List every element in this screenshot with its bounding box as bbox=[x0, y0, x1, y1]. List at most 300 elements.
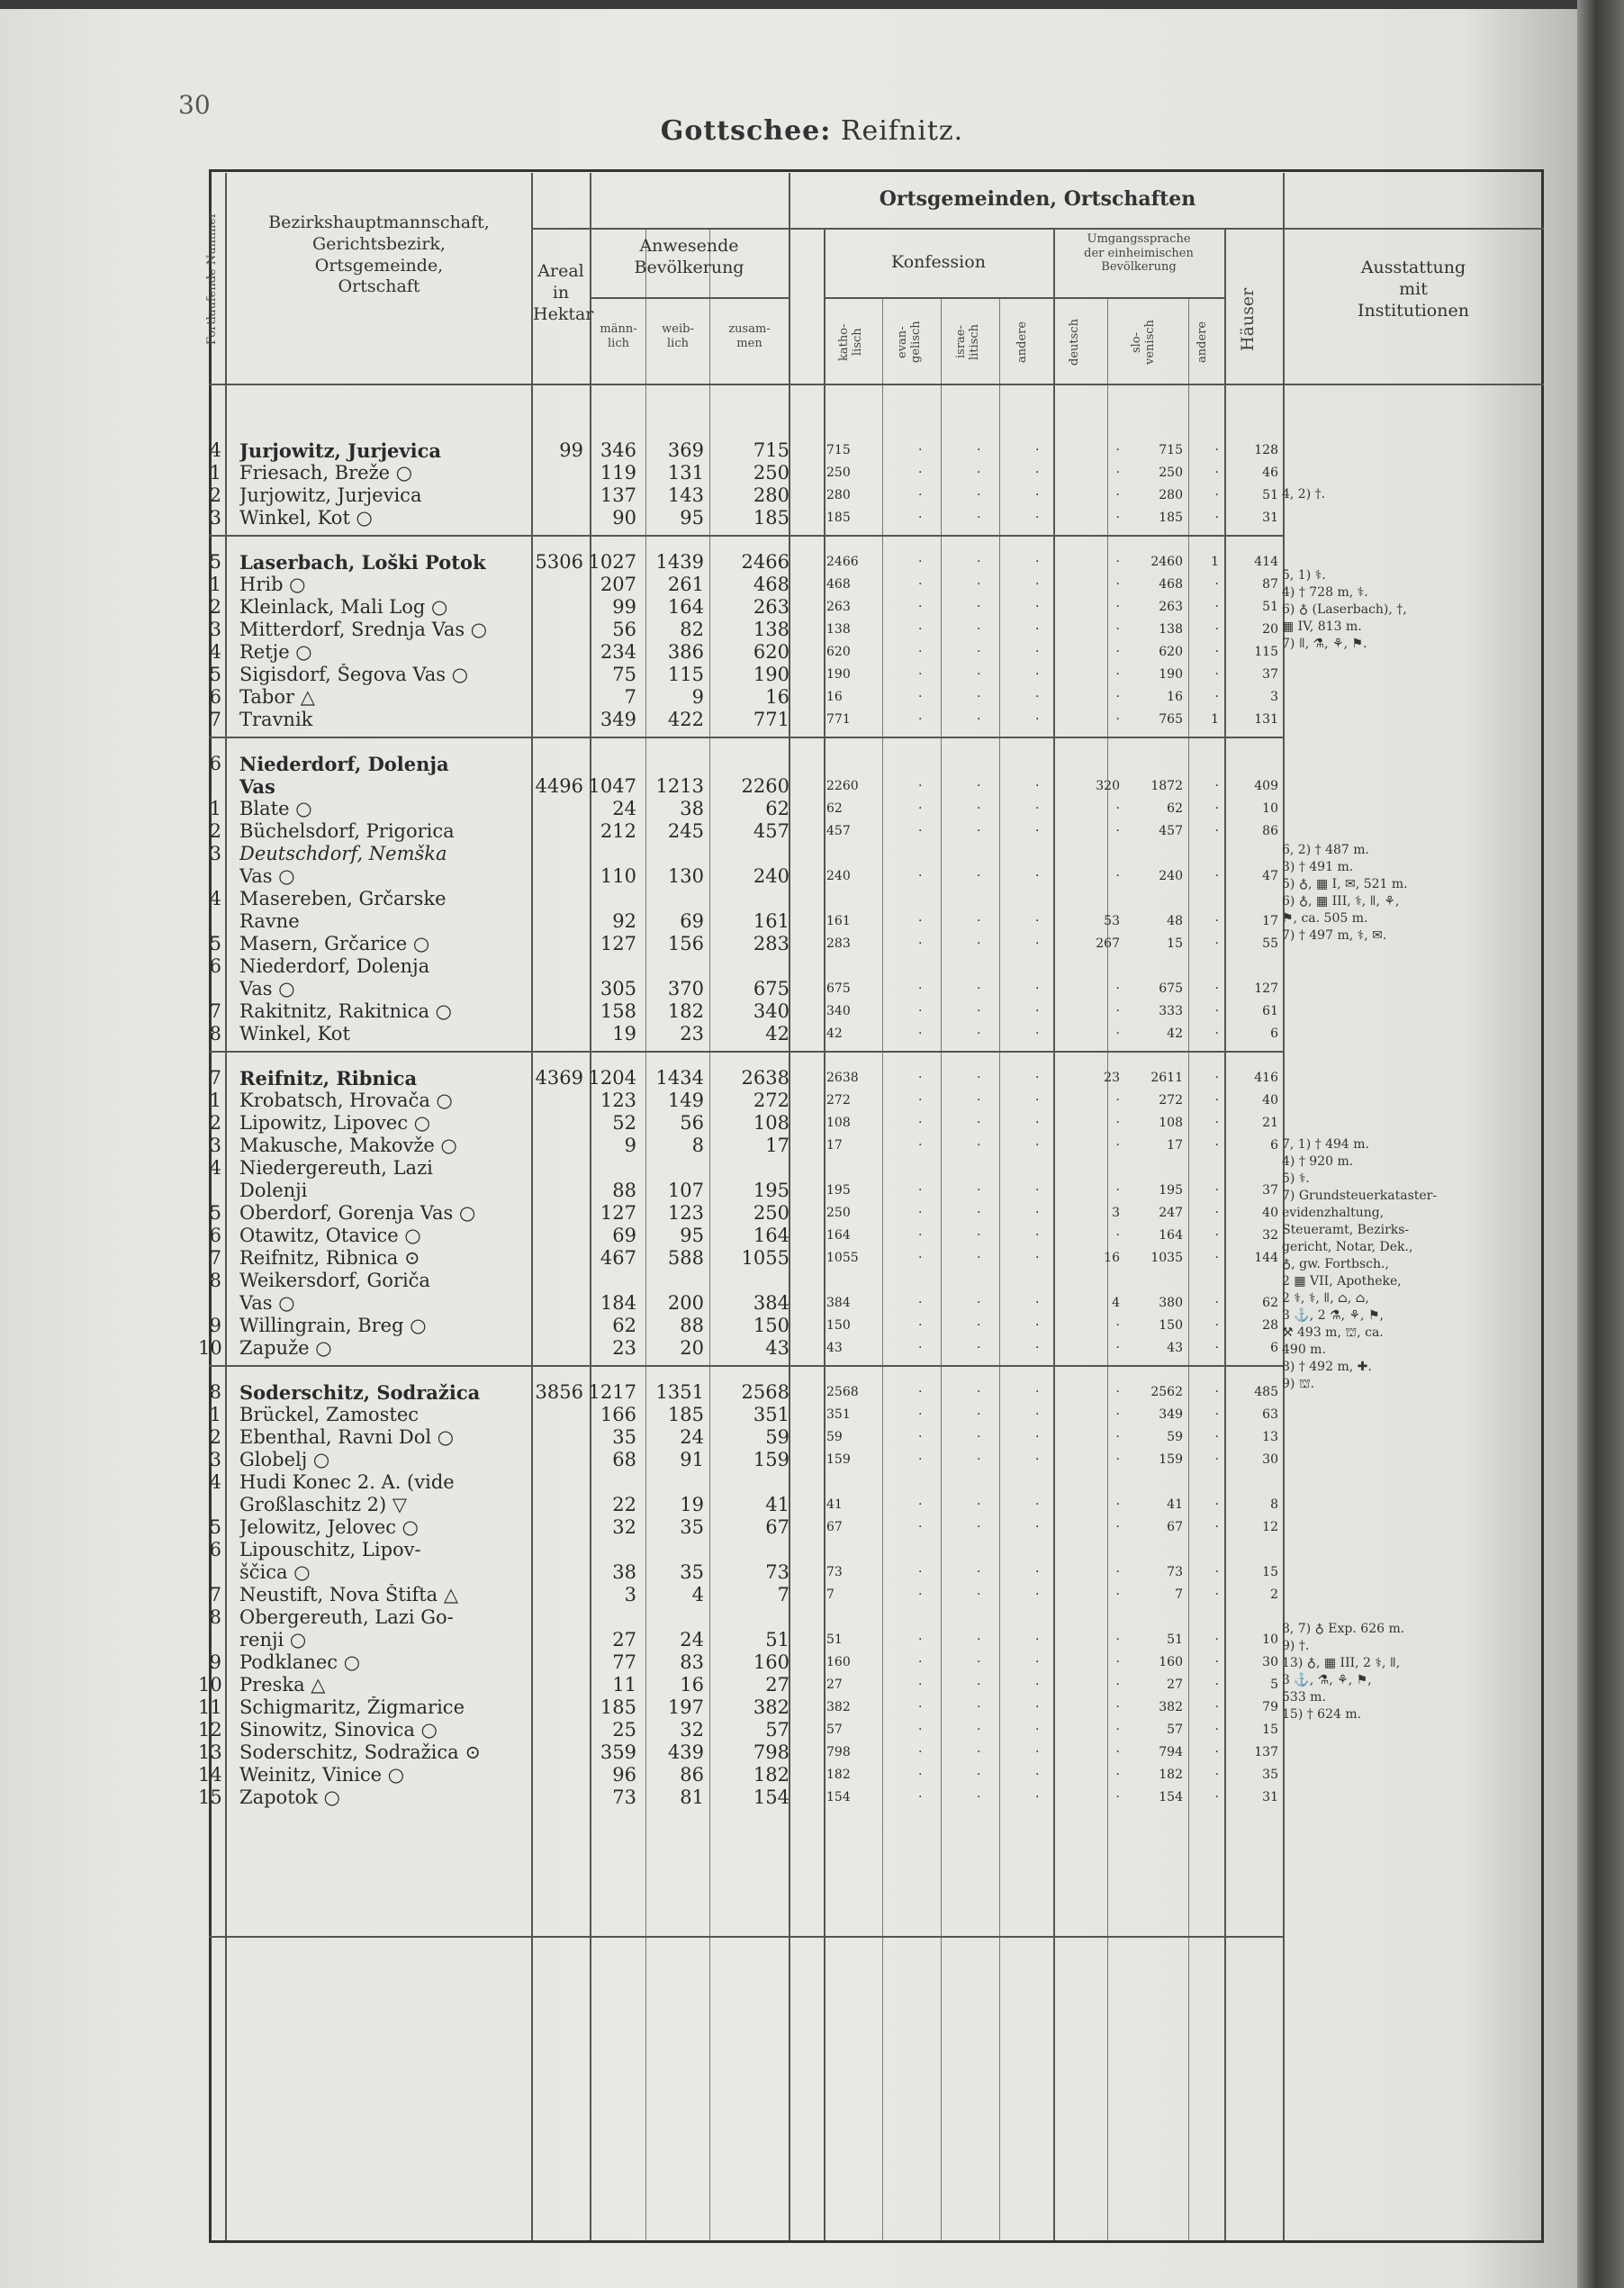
slovenisch-value: 41 bbox=[1167, 1497, 1183, 1512]
table-row bbox=[0, 664, 1624, 686]
slovenisch-value: 59 bbox=[1167, 1430, 1183, 1444]
dot-mark: · bbox=[1035, 936, 1040, 951]
slovenisch-value: 794 bbox=[1159, 1745, 1183, 1759]
row-number: 3 bbox=[209, 843, 221, 864]
haeuser-value: 87 bbox=[1262, 577, 1278, 592]
deutsch-value: · bbox=[1115, 1228, 1120, 1243]
zusammen-value: 675 bbox=[753, 978, 789, 999]
table-row bbox=[0, 1090, 1624, 1112]
row-number: 10 bbox=[198, 1674, 222, 1696]
dot-mark: · bbox=[1035, 1093, 1040, 1108]
dot-mark: · bbox=[918, 1026, 923, 1041]
zusammen-value: 150 bbox=[753, 1315, 789, 1336]
place-name: Brückel, Zamostec bbox=[239, 1404, 420, 1425]
header-konfession: Konfession bbox=[891, 252, 986, 272]
deutsch-value: 3 bbox=[1112, 1206, 1120, 1220]
dot-mark: · bbox=[977, 577, 981, 592]
deutsch-value: · bbox=[1115, 1183, 1120, 1198]
header-ausstattung: Ausstattung mit Institutionen bbox=[1358, 258, 1469, 321]
row-number: 3 bbox=[209, 1135, 221, 1156]
weiblich-value: 19 bbox=[680, 1494, 704, 1515]
zusammen-value: 62 bbox=[765, 798, 789, 819]
row-number: 4 bbox=[209, 1157, 221, 1179]
katholisch-value: 182 bbox=[826, 1768, 851, 1782]
dot-mark: · bbox=[1035, 1520, 1040, 1534]
dot-mark: · bbox=[1035, 1183, 1040, 1198]
dot-mark: · bbox=[1035, 1565, 1040, 1579]
dot-mark: · bbox=[977, 1768, 981, 1782]
dot-mark: · bbox=[1035, 645, 1040, 659]
row-number: 8 bbox=[209, 1606, 221, 1628]
maennlich-value: 349 bbox=[600, 709, 636, 730]
katholisch-value: 457 bbox=[826, 824, 851, 838]
weiblich-value: 95 bbox=[680, 1225, 704, 1246]
slovenisch-value: 16 bbox=[1167, 690, 1183, 704]
dot-mark: · bbox=[977, 466, 981, 480]
place-name: Krobatsch, Hrovača ○ bbox=[239, 1090, 453, 1111]
andere-value: · bbox=[1214, 645, 1219, 659]
deutsch-value: 320 bbox=[1096, 779, 1120, 793]
haeuser-value: 115 bbox=[1254, 645, 1278, 659]
andere-value: · bbox=[1214, 869, 1219, 883]
zusammen-value: 185 bbox=[753, 507, 789, 529]
haeuser-value: 6 bbox=[1270, 1026, 1278, 1041]
place-name: Lipouschitz, Lipov- bbox=[239, 1539, 421, 1560]
haeuser-value: 10 bbox=[1262, 801, 1278, 816]
haeuser-value: 55 bbox=[1262, 936, 1278, 951]
areal-value: 4369 bbox=[535, 1067, 583, 1089]
katholisch-value: 27 bbox=[826, 1678, 843, 1692]
place-name: Weinitz, Vinice ○ bbox=[239, 1764, 405, 1786]
slovenisch-value: 108 bbox=[1159, 1116, 1183, 1130]
katholisch-value: 42 bbox=[826, 1026, 843, 1041]
deutsch-value: · bbox=[1115, 443, 1120, 457]
slovenisch-value: 154 bbox=[1159, 1790, 1183, 1804]
weiblich-value: 197 bbox=[667, 1696, 704, 1718]
dot-mark: · bbox=[1035, 801, 1040, 816]
katholisch-value: 2568 bbox=[826, 1385, 859, 1399]
deutsch-value: 267 bbox=[1096, 936, 1120, 951]
katholisch-value: 190 bbox=[826, 667, 851, 682]
andere-value: · bbox=[1214, 1587, 1219, 1602]
katholisch-value: 67 bbox=[826, 1520, 843, 1534]
dot-mark: · bbox=[1035, 1678, 1040, 1692]
slovenisch-value: 7 bbox=[1175, 1587, 1183, 1602]
dot-mark: · bbox=[1035, 1116, 1040, 1130]
weiblich-value: 143 bbox=[667, 484, 704, 506]
dot-mark: · bbox=[918, 1407, 923, 1422]
dot-mark: · bbox=[977, 1407, 981, 1422]
haeuser-value: 61 bbox=[1262, 1004, 1278, 1018]
place-name: Soderschitz, Sodražica ⊙ bbox=[239, 1741, 481, 1763]
dot-mark: · bbox=[918, 936, 923, 951]
deutsch-value: · bbox=[1115, 1116, 1120, 1130]
weiblich-value: 23 bbox=[680, 1023, 704, 1045]
dot-mark: · bbox=[977, 1678, 981, 1692]
title-main: Gottschee: bbox=[660, 115, 832, 147]
row-number: 3 bbox=[209, 507, 221, 529]
table-row bbox=[0, 1112, 1624, 1135]
dot-mark: · bbox=[977, 1026, 981, 1041]
zusammen-value: 715 bbox=[753, 439, 789, 461]
andere-value: · bbox=[1214, 1497, 1219, 1512]
dot-mark: · bbox=[1035, 1700, 1040, 1714]
maennlich-value: 68 bbox=[612, 1449, 636, 1470]
row-number: 2 bbox=[209, 1426, 221, 1448]
deutsch-value: · bbox=[1115, 511, 1120, 525]
deutsch-value: · bbox=[1115, 466, 1120, 480]
dot-mark: · bbox=[977, 1138, 981, 1153]
ausstattung-note: 4, 2) †. bbox=[1282, 487, 1326, 502]
zusammen-value: 59 bbox=[765, 1426, 789, 1448]
dot-mark: · bbox=[918, 1520, 923, 1534]
weiblich-value: 182 bbox=[667, 1000, 704, 1022]
katholisch-value: 382 bbox=[826, 1700, 851, 1714]
place-name: Willingrain, Breg ○ bbox=[239, 1315, 427, 1336]
dot-mark: · bbox=[977, 1318, 981, 1333]
deutsch-value: · bbox=[1115, 981, 1120, 996]
maennlich-value: 1047 bbox=[588, 775, 636, 797]
deutsch-value: · bbox=[1115, 1700, 1120, 1714]
haeuser-value: 6 bbox=[1270, 1138, 1278, 1153]
place-name: Reifnitz, Ribnica ⊙ bbox=[239, 1247, 420, 1269]
katholisch-value: 51 bbox=[826, 1632, 843, 1647]
place-name: Ebenthal, Ravni Dol ○ bbox=[239, 1426, 455, 1448]
dot-mark: · bbox=[1035, 622, 1040, 637]
maennlich-value: 212 bbox=[600, 820, 636, 842]
maennlich-value: 1027 bbox=[588, 551, 636, 573]
andere-value: · bbox=[1214, 1138, 1219, 1153]
table-row bbox=[0, 462, 1624, 484]
dot-mark: · bbox=[918, 712, 923, 727]
weiblich-value: 4 bbox=[691, 1584, 704, 1605]
slovenisch-value: 349 bbox=[1159, 1407, 1183, 1422]
place-name: Niederdorf, Dolenja bbox=[239, 753, 449, 775]
table-row bbox=[0, 1426, 1624, 1449]
andere-value: · bbox=[1214, 443, 1219, 457]
zusammen-value: 351 bbox=[753, 1404, 789, 1425]
deutsch-value: · bbox=[1115, 1655, 1120, 1669]
dot-mark: · bbox=[977, 1452, 981, 1467]
maennlich-value: 1204 bbox=[588, 1067, 636, 1089]
maennlich-value: 24 bbox=[612, 798, 636, 819]
slovenisch-value: 2460 bbox=[1150, 555, 1183, 569]
zusammen-value: 108 bbox=[753, 1112, 789, 1134]
dot-mark: · bbox=[1035, 1407, 1040, 1422]
deutsch-value: 16 bbox=[1104, 1251, 1120, 1265]
dot-mark: · bbox=[1035, 1026, 1040, 1041]
dot-mark: · bbox=[977, 622, 981, 637]
maennlich-value: 127 bbox=[600, 1202, 636, 1224]
zusammen-value: 283 bbox=[753, 933, 789, 954]
slovenisch-value: 51 bbox=[1167, 1632, 1183, 1647]
dot-mark: · bbox=[977, 1632, 981, 1647]
dot-mark: · bbox=[1035, 1768, 1040, 1782]
place-name: Mitterdorf, Srednja Vas ○ bbox=[239, 619, 488, 640]
dot-mark: · bbox=[1035, 555, 1040, 569]
dot-mark: · bbox=[918, 1723, 923, 1737]
katholisch-value: 384 bbox=[826, 1296, 851, 1310]
haeuser-value: 79 bbox=[1262, 1700, 1278, 1714]
place-name: Sinowitz, Sinovica ○ bbox=[239, 1719, 438, 1741]
andere-value: · bbox=[1214, 1790, 1219, 1804]
areal-value: 99 bbox=[559, 439, 583, 461]
slovenisch-value: 457 bbox=[1159, 824, 1183, 838]
header-areal: Areal in Hektar bbox=[533, 261, 594, 324]
weiblich-value: 386 bbox=[667, 641, 704, 663]
haeuser-value: 51 bbox=[1262, 488, 1278, 502]
areal-value: 3856 bbox=[535, 1381, 583, 1403]
weiblich-value: 38 bbox=[680, 798, 704, 819]
katholisch-value: 164 bbox=[826, 1228, 851, 1243]
place-name: Otawitz, Otavice ○ bbox=[239, 1225, 421, 1246]
andere-value: · bbox=[1214, 1026, 1219, 1041]
maennlich-value: 305 bbox=[600, 978, 636, 999]
dot-mark: · bbox=[1035, 488, 1040, 502]
row-number: 10 bbox=[198, 1337, 222, 1359]
dot-mark: · bbox=[918, 914, 923, 928]
andere-value: · bbox=[1214, 981, 1219, 996]
place-name: Winkel, Kot bbox=[239, 1023, 350, 1045]
haeuser-value: 63 bbox=[1262, 1407, 1278, 1422]
dot-mark: · bbox=[1035, 667, 1040, 682]
andere-value: · bbox=[1214, 511, 1219, 525]
dot-mark: · bbox=[918, 511, 923, 525]
ausstattung-note: 6, 2) † 487 m. 3) † 491 m. 5) ♁, ▦ I, ✉, 521 m. 6) ♁, ▦ III, ⚕, ǁ, ⚘, ⚑, ca. 505 m. 7) † 497 m, ⚕, ✉. bbox=[1282, 843, 1408, 943]
deutsch-value: · bbox=[1115, 1745, 1120, 1759]
dot-mark: · bbox=[1035, 511, 1040, 525]
deutsch-value: · bbox=[1115, 1318, 1120, 1333]
maennlich-value: 346 bbox=[600, 439, 636, 461]
deutsch-value: · bbox=[1115, 1004, 1120, 1018]
dot-mark: · bbox=[918, 555, 923, 569]
dot-mark: · bbox=[977, 667, 981, 682]
dot-mark: · bbox=[918, 1452, 923, 1467]
place-name: Vas bbox=[239, 775, 275, 798]
dot-mark: · bbox=[918, 1678, 923, 1692]
weiblich-value: 24 bbox=[680, 1426, 704, 1448]
maennlich-value: 22 bbox=[612, 1494, 636, 1515]
andere-value: · bbox=[1214, 488, 1219, 502]
weiblich-value: 422 bbox=[667, 709, 704, 730]
dot-mark: · bbox=[977, 1790, 981, 1804]
row-number: 8 bbox=[209, 1381, 221, 1403]
dot-mark: · bbox=[977, 1565, 981, 1579]
dot-mark: · bbox=[918, 667, 923, 682]
katholisch-value: 340 bbox=[826, 1004, 851, 1018]
katholisch-value: 272 bbox=[826, 1093, 851, 1108]
haeuser-value: 30 bbox=[1262, 1655, 1278, 1669]
dot-mark: · bbox=[977, 1655, 981, 1669]
place-name: Kleinlack, Mali Log ○ bbox=[239, 596, 448, 618]
maennlich-value: 185 bbox=[600, 1696, 636, 1718]
table-row bbox=[0, 1741, 1624, 1764]
deutsch-value: · bbox=[1115, 1587, 1120, 1602]
dot-mark: · bbox=[918, 690, 923, 704]
slovenisch-value: 272 bbox=[1159, 1093, 1183, 1108]
haeuser-value: 40 bbox=[1262, 1206, 1278, 1220]
andere-value: · bbox=[1214, 1093, 1219, 1108]
zusammen-value: 2638 bbox=[741, 1067, 789, 1089]
haeuser-value: 47 bbox=[1262, 869, 1278, 883]
slovenisch-value: 67 bbox=[1167, 1520, 1183, 1534]
maennlich-value: 62 bbox=[612, 1315, 636, 1336]
katholisch-value: 240 bbox=[826, 869, 851, 883]
andere-value: · bbox=[1214, 1228, 1219, 1243]
haeuser-value: 12 bbox=[1262, 1520, 1278, 1534]
areal-value: 4496 bbox=[535, 775, 583, 797]
header-weiblich: weib- lich bbox=[662, 322, 694, 350]
place-name: Niedergereuth, Lazi bbox=[239, 1157, 433, 1179]
dot-mark: · bbox=[918, 1385, 923, 1399]
weiblich-value: 107 bbox=[667, 1180, 704, 1201]
zusammen-value: 16 bbox=[765, 686, 789, 708]
zusammen-value: 340 bbox=[753, 1000, 789, 1022]
slovenisch-value: 240 bbox=[1159, 869, 1183, 883]
dot-mark: · bbox=[918, 824, 923, 838]
maennlich-value: 7 bbox=[624, 686, 636, 708]
dot-mark: · bbox=[977, 914, 981, 928]
dot-mark: · bbox=[1035, 1723, 1040, 1737]
row-number: 5 bbox=[209, 933, 221, 954]
row-number: 4 bbox=[209, 888, 221, 909]
dot-mark: · bbox=[1035, 1587, 1040, 1602]
place-name: Rakitnitz, Rakitnica ○ bbox=[239, 1000, 453, 1022]
slovenisch-value: 195 bbox=[1159, 1183, 1183, 1198]
maennlich-value: 32 bbox=[612, 1516, 636, 1538]
deutsch-value: · bbox=[1115, 1385, 1120, 1399]
dot-mark: · bbox=[1035, 1071, 1040, 1085]
zusammen-value: 43 bbox=[765, 1337, 789, 1359]
dot-mark: · bbox=[977, 1206, 981, 1220]
table-row bbox=[0, 507, 1624, 529]
andere-value: 1 bbox=[1211, 712, 1219, 727]
place-name: Globelj ○ bbox=[239, 1449, 330, 1470]
haeuser-value: 131 bbox=[1254, 712, 1278, 727]
row-number: 7 bbox=[209, 1067, 221, 1089]
deutsch-value: · bbox=[1115, 1632, 1120, 1647]
place-name: Jurjowitz, Jurjevica bbox=[239, 439, 441, 462]
haeuser-value: 31 bbox=[1262, 1790, 1278, 1804]
dot-mark: · bbox=[977, 801, 981, 816]
katholisch-value: 59 bbox=[826, 1430, 843, 1444]
table-row bbox=[0, 439, 1624, 462]
dot-mark: · bbox=[1035, 1296, 1040, 1310]
haeuser-value: 37 bbox=[1262, 667, 1278, 682]
katholisch-value: 161 bbox=[826, 914, 851, 928]
zusammen-value: 771 bbox=[753, 709, 789, 730]
dot-mark: · bbox=[1035, 1318, 1040, 1333]
zusammen-value: 51 bbox=[765, 1629, 789, 1650]
haeuser-value: 409 bbox=[1254, 779, 1278, 793]
table-row bbox=[0, 1516, 1624, 1539]
haeuser-value: 35 bbox=[1262, 1768, 1278, 1782]
deutsch-value: · bbox=[1115, 1790, 1120, 1804]
haeuser-value: 86 bbox=[1262, 824, 1278, 838]
place-name: Neustift, Nova Štifta △ bbox=[239, 1584, 458, 1605]
table-row bbox=[0, 1000, 1624, 1023]
slovenisch-value: 42 bbox=[1167, 1026, 1183, 1041]
dot-mark: · bbox=[977, 936, 981, 951]
dot-mark: · bbox=[918, 779, 923, 793]
maennlich-value: 35 bbox=[612, 1426, 636, 1448]
place-name: Jurjowitz, Jurjevica bbox=[239, 484, 422, 506]
table-row bbox=[0, 1786, 1624, 1809]
weiblich-value: 149 bbox=[667, 1090, 704, 1111]
table-row bbox=[0, 1471, 1624, 1494]
zusammen-value: 164 bbox=[753, 1225, 789, 1246]
maennlich-value: 3 bbox=[624, 1584, 636, 1605]
dot-mark: · bbox=[977, 511, 981, 525]
maennlich-value: 234 bbox=[600, 641, 636, 663]
andere-value: · bbox=[1214, 1745, 1219, 1759]
zusammen-value: 1055 bbox=[741, 1247, 789, 1269]
haeuser-value: 5 bbox=[1270, 1678, 1278, 1692]
deutsch-value: · bbox=[1115, 667, 1120, 682]
deutsch-value: · bbox=[1115, 712, 1120, 727]
weiblich-value: 24 bbox=[680, 1629, 704, 1650]
katholisch-value: 2466 bbox=[826, 555, 859, 569]
header-evangelisch: evan- gelisch bbox=[896, 321, 923, 364]
dot-mark: · bbox=[977, 1183, 981, 1198]
deutsch-value: · bbox=[1115, 1678, 1120, 1692]
dot-mark: · bbox=[918, 622, 923, 637]
maennlich-value: 92 bbox=[612, 910, 636, 932]
deutsch-value: · bbox=[1115, 622, 1120, 637]
zusammen-value: 154 bbox=[753, 1786, 789, 1808]
dot-mark: · bbox=[1035, 914, 1040, 928]
andere-value: · bbox=[1214, 801, 1219, 816]
deutsch-value: · bbox=[1115, 1520, 1120, 1534]
haeuser-value: 485 bbox=[1254, 1385, 1278, 1399]
haeuser-value: 21 bbox=[1262, 1116, 1278, 1130]
deutsch-value: · bbox=[1115, 488, 1120, 502]
katholisch-value: 43 bbox=[826, 1341, 843, 1355]
slovenisch-value: 382 bbox=[1159, 1700, 1183, 1714]
katholisch-value: 159 bbox=[826, 1452, 851, 1467]
dot-mark: · bbox=[1035, 600, 1040, 614]
maennlich-value: 25 bbox=[612, 1719, 636, 1741]
andere-value: · bbox=[1214, 600, 1219, 614]
dot-mark: · bbox=[977, 690, 981, 704]
header-deutsch: deutsch bbox=[1068, 319, 1081, 366]
row-number: 1 bbox=[209, 574, 221, 595]
dot-mark: · bbox=[977, 824, 981, 838]
place-name: Jelowitz, Jelovec ○ bbox=[239, 1516, 420, 1538]
maennlich-value: 110 bbox=[600, 865, 636, 887]
andere-value: · bbox=[1214, 914, 1219, 928]
haeuser-value: 15 bbox=[1262, 1723, 1278, 1737]
dot-mark: · bbox=[977, 1587, 981, 1602]
andere-value: · bbox=[1214, 1341, 1219, 1355]
andere-value: · bbox=[1214, 1723, 1219, 1737]
haeuser-value: 32 bbox=[1262, 1228, 1278, 1243]
andere-value: · bbox=[1214, 1318, 1219, 1333]
row-number: 13 bbox=[198, 1741, 222, 1763]
dot-mark: · bbox=[977, 1296, 981, 1310]
haeuser-value: 30 bbox=[1262, 1452, 1278, 1467]
dot-mark: · bbox=[977, 488, 981, 502]
row-number: 5 bbox=[209, 551, 221, 573]
deutsch-value: · bbox=[1115, 555, 1120, 569]
weiblich-value: 588 bbox=[667, 1247, 704, 1269]
andere-value: · bbox=[1214, 1183, 1219, 1198]
dot-mark: · bbox=[918, 1296, 923, 1310]
dot-mark: · bbox=[918, 1745, 923, 1759]
header-andere-konfession: andere bbox=[1015, 321, 1029, 364]
dot-mark: · bbox=[1035, 1138, 1040, 1153]
maennlich-value: 359 bbox=[600, 1741, 636, 1763]
